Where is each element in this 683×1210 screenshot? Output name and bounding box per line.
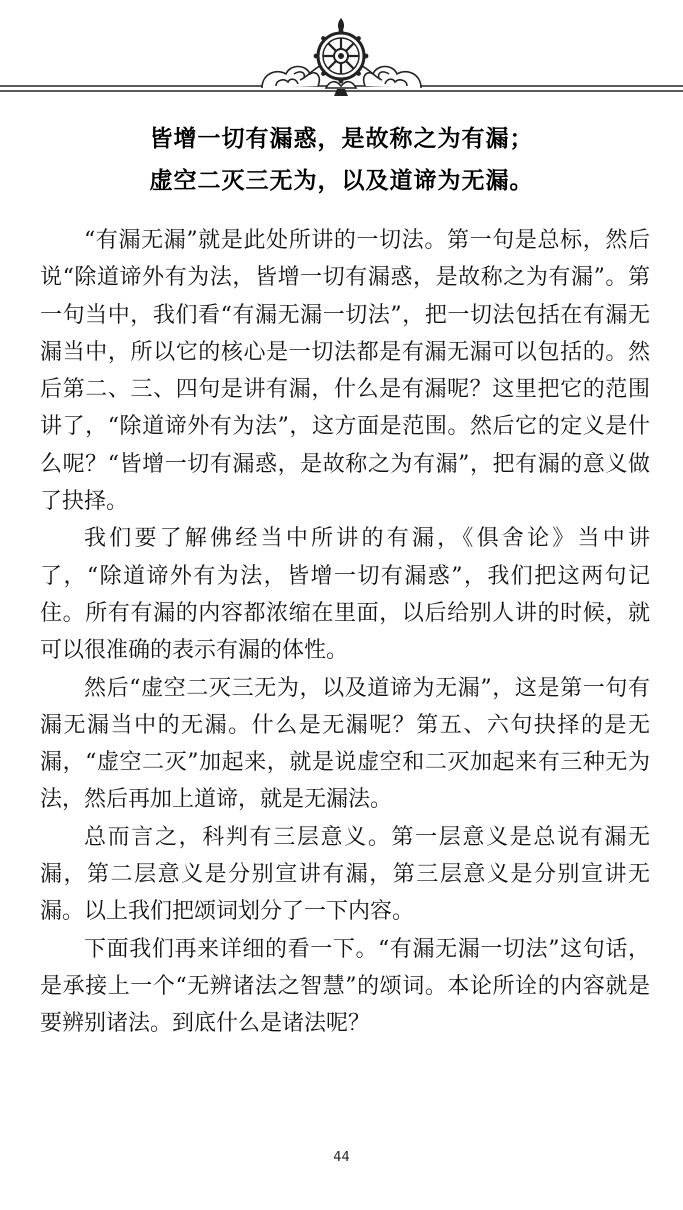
page-header: [0, 0, 683, 110]
header-ornament: [0, 0, 683, 110]
cloud-scroll-icon-right: [364, 67, 421, 89]
cloud-scroll-icon-left: [262, 67, 319, 89]
paragraph: 我们要了解佛经当中所讲的有漏，《俱舍论》当中讲了，“除道谛外有为法，皆增一切有漏惑”，我们把这两句记住。所有有漏的内容都浓缩在里面，以后给别人讲的时候，就可以很准确的表示有漏的体性。: [40, 526, 650, 664]
paragraph: 下面我们再来详细的看一下。“有漏无漏一切法”这句话，是承接上一个“无辨诸法之智慧”的颂词。本论所诠的内容就是要辨别诸法。到底什么是诸法呢？: [40, 936, 650, 1037]
verse-line: 虚空二灭三无为，以及道谛为无漏。: [149, 168, 534, 194]
verse-line: 皆增一切有漏惑，是故称之为有漏；: [149, 126, 534, 152]
paragraph: “有漏无漏”就是此处所讲的一切法。第一句是总标，然后说“除道谛外有为法，皆增一切有漏惑，是故称之为有漏”。第一句当中，我们看“有漏无漏一切法”，把一切法包括在有漏无漏当中，所以它的核心是一切法都是有漏无漏可以包括的。然后第二、三、四句是讲有漏，什么是有漏呢？这里把它的范围讲了，“除道谛外有为法”，这方面是范围。然后它的定义是什么呢？“皆增一切有漏惑，是故称之为有漏”，把有漏的意义做了抉择。: [40, 228, 650, 515]
commentary-body: [40, 222, 650, 1043]
paragraph: 然后“虚空二灭三无为，以及道谛为无漏”，这是第一句有漏无漏当中的无漏。什么是无漏呢？第五、六句抉择的是无漏，“虚空二灭”加起来，就是说虚空和二灭加起来有三种无为法，然后再加上道谛，就是无漏法。: [40, 675, 650, 813]
verse-block: [0, 118, 683, 202]
page-number: 44: [333, 1150, 350, 1165]
paragraph: 总而言之，科判有三层意义。第一层意义是总说有漏无漏，第二层意义是分别宣讲有漏，第三层意义是分别宣讲无漏。以上我们把颂词划分了一下内容。: [40, 824, 650, 925]
